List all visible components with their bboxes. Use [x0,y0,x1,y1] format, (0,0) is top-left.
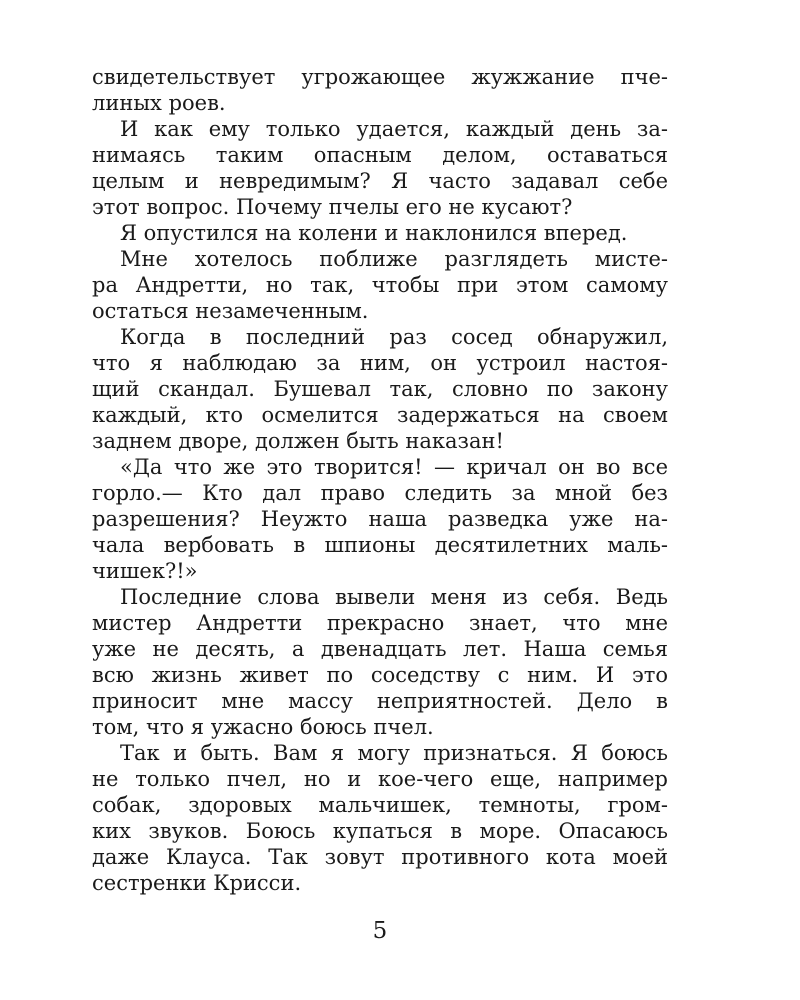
text-line: том, что я ужасно боюсь пчел. [92,715,434,739]
paragraph-6 [92,454,668,584]
paragraph-3 [92,220,668,246]
text-line: остаться незамеченным. [92,299,369,323]
text-line: ра Андретти, но так, чтобы при этом самому [92,273,668,297]
page-number: 5 [372,918,388,944]
text-line: чала вербовать в шпионы десятилетних маль- [92,533,668,557]
paragraph-2 [92,116,668,220]
text-line: каждый, кто осмелится задержаться на своем [92,403,668,427]
text-line: собак, здоровых мальчишек, темноты, гром- [92,793,668,817]
text-line: всю жизнь живет по соседству с ним. И это [92,663,668,687]
text-line: линых роев. [92,91,226,115]
text-line: целым и невредимым? Я часто задавал себе [92,169,668,193]
text-line: свидетельствует угрожающее жужжание пче- [92,65,668,89]
text-line: И как ему только удается, каждый день за- [120,117,668,141]
text-line: даже Клауса. Так зовут противного кота моей [92,845,668,869]
paragraph-1 [92,64,668,116]
body-text [92,64,668,896]
text-line: что я наблюдаю за ним, он устроил настоя- [92,351,668,375]
text-line: Когда в последний раз сосед обнаружил, [120,325,668,349]
text-line: сестренки Крисси. [92,871,302,895]
text-line: «Да что же это творится! — кричал он во все [120,455,668,479]
text-line: Так и быть. Вам я могу признаться. Я боюсь [120,741,668,765]
text-line: щий скандал. Бушевал так, словно по закону [92,377,668,401]
paragraph-8 [92,740,668,896]
text-line: нимаясь таким опасным делом, оставаться [92,143,668,167]
text-line: ких звуков. Боюсь купаться в море. Опасаюсь [92,819,668,843]
text-line: заднем дворе, должен быть наказан! [92,429,504,453]
text-line: разрешения? Неужто наша разведка уже на- [92,507,668,531]
paragraph-5 [92,324,668,454]
text-line: Я опустился на колени и наклонился вперед. [120,221,628,245]
text-line: этот вопрос. Почему пчелы его не кусают? [92,195,573,219]
text-line: чишек?!» [92,559,198,583]
paragraph-7 [92,584,668,740]
text-line: мистер Андретти прекрасно знает, что мне [92,611,668,635]
text-line: уже не десять, а двенадцать лет. Наша семья [92,637,668,661]
text-line: горло.— Кто дал право следить за мной без [92,481,668,505]
text-line: не только пчел, но и кое-чего еще, например [92,767,668,791]
text-line: приносит мне массу неприятностей. Дело в [92,689,668,713]
text-line: Мне хотелось поближе разглядеть мисте- [120,247,668,271]
paragraph-4 [92,246,668,324]
text-line: Последние слова вывели меня из себя. Ведь [120,585,668,609]
